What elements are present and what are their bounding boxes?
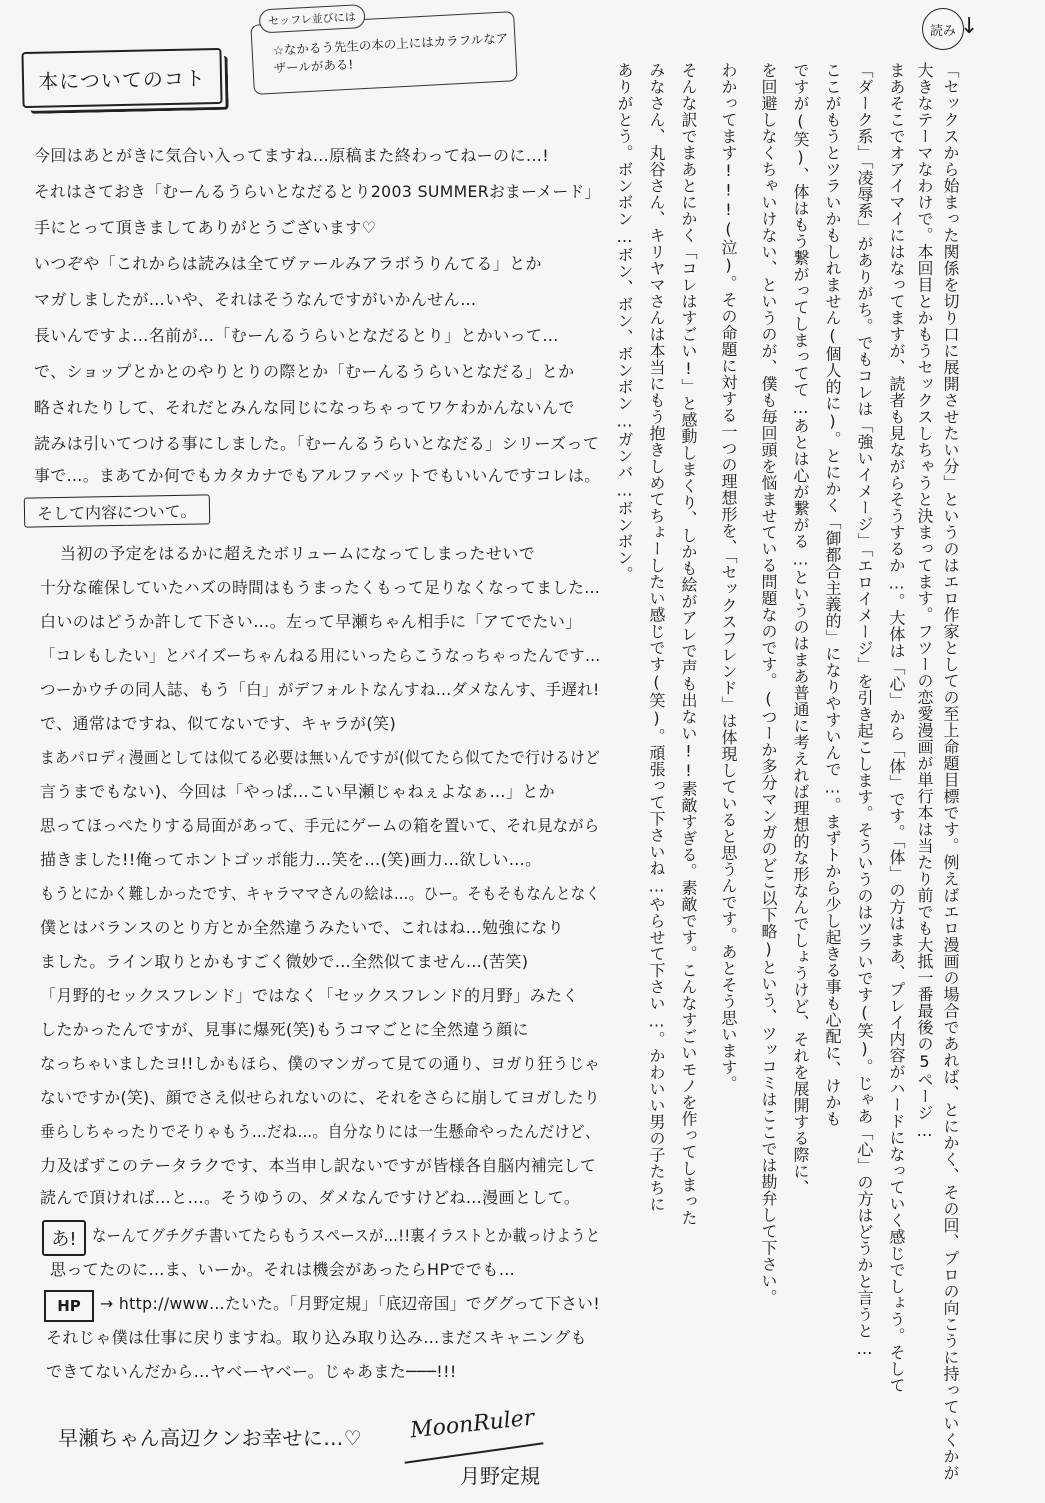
vertical-column-2: 大きなテーマなわけで。本回目とかもうセックスしちゃうと決まってます。フツーの恋愛漫画が単行本は当たり前でも大抵一番最後の5ページ… xyxy=(915,62,934,1141)
intro-line-8: 略されたりして、それだとみんな同じになっちゃってワケわかんないんで xyxy=(34,398,575,417)
ps-line-1: なーんてグチグチ書いてたらもうスペースが…!!裏イラストとか載っけようと xyxy=(92,1226,601,1245)
body-line-18: 垂らしちゃったりでそりゃもう…だね…。自分なりには一生懸命やったんだけど、 xyxy=(40,1122,601,1141)
arrow-down-icon: ↓ xyxy=(960,14,979,39)
body-line-11: もうとにかく難しかったです、キャラママさんの絵は…。ひー。そもそもなんとなく xyxy=(40,884,601,903)
section-content-heading xyxy=(24,494,210,527)
body-line-9: 思ってほっぺたりする局面があって、手元にゲームの箱を置いて、それ見ながら xyxy=(40,816,600,835)
signature-japanese: 月野定規 xyxy=(460,1464,540,1488)
intro-line-10: 事で…。まあてか何でもカタカナでもアルファベットでもいいんですコレは。 xyxy=(34,466,601,485)
intro-line-5: マガしましたが…いや、それはそうなんですがいかんせん… xyxy=(34,290,477,309)
note-bubble xyxy=(250,11,517,95)
intro-line-4: いつぞや「これからは読みは全てヴァールみアラボうりんてる」とか xyxy=(34,254,542,273)
body-line-3: 白いのはどうか許して下さい…。左って早瀬ちゃん相手に「アてでたい」 xyxy=(40,612,582,631)
body-line-6: で、通常はですね、似てないです、キャラが(笑) xyxy=(40,714,397,733)
vertical-column-8: わかってます!!!(泣)。その命題に対する一つの理想形を、「セックスフレンド」は体現していると思うんです。あとそう思います。 xyxy=(719,62,738,1092)
body-line-1: 当初の予定をはるかに超えたボリュームになってしまったせいで xyxy=(60,544,536,563)
vertical-column-1: 「セックスから始まった関係を切り口に展開させたい分」というのはエロ作家としての至上命題目標です。例えばエロ漫画の場合であれば、とにかく、その回、プロの向こうに持っていくかが xyxy=(941,62,960,1481)
ps-line-5: できてないんだから…ヤベーヤベー。じゃあまた───!!! xyxy=(46,1362,457,1381)
closing-line: 早瀬ちゃん高辺クンお幸せに…♡ xyxy=(58,1426,362,1450)
body-line-14: 「月野的セックスフレンド」ではなく「セックスフレンド的月野」みたく xyxy=(40,986,579,1005)
page-title xyxy=(21,48,222,108)
read-circle-label xyxy=(922,8,964,50)
intro-line-3: 手にとって頂きましてありがとうございます♡ xyxy=(34,218,377,237)
intro-line-6: 長いんですよ…名前が…「むーんるうらいとなだるとり」とかいって… xyxy=(34,326,559,345)
body-line-8: 言うまでもない)、今回は「やっぱ…こい早瀬じゃねぇよなぁ…」とか xyxy=(40,782,556,801)
body-line-2: 十分な確保していたハズの時間はもうまったくもって足りなくなってました… xyxy=(40,578,601,597)
body-line-17: ないですか(笑)、顔でさえ似せられないのに、それをさらに崩してヨガしたり xyxy=(40,1088,601,1107)
vertical-column-11: ありがとう。ボンボン…ボン、ボン、ボンボン…ガンバ…ボンボン。 xyxy=(615,62,634,583)
body-line-15: したかったんですが、見事に爆死(笑)もうコマごとに全然違う顔に xyxy=(40,1020,529,1039)
signature-english: MoonRuler xyxy=(409,1405,536,1444)
read-label: 読み xyxy=(929,23,956,39)
ps-line-3: → http://www…たいた。「月野定規」「底辺帝国」でググって下さい! xyxy=(100,1294,600,1313)
body-line-20: 読んで頂ければ…と…。そうゆうの、ダメなんですけどね…漫画として。 xyxy=(40,1188,581,1207)
body-line-7: まあパロディ漫画としては似てる必要は無いんですが(似てたら似てたで行けるけど xyxy=(40,748,601,767)
vertical-column-7: を回避しなくちゃいけない、というのが、僕も毎回頭を悩ませている問題なのです。(つーか多分マンガのどこ以下略)という、ツッコミはここでは勘弁して下さい。 xyxy=(759,62,778,1306)
vertical-column-3: まあそこでオアイマイにはなってますが、読者も見ながらそうするか…。大体は「心」から「体」です。「体」の方はまあ、プレイ内容がハードになっていく感じでしょう。そして xyxy=(887,62,906,1394)
vertical-column-9: そんな訳でまあとにかく「コレはすごい!」と感動しまくり、しかも絵がアレで声も出ない!!素敵すぎる。素敵です。こんなすごいモノを作ってしまった xyxy=(679,62,698,1226)
body-line-5: つーかウチの同人誌、もう「白」がデフォルトなんすね…ダメなんす、手遅れ! xyxy=(40,680,600,699)
body-line-12: 僕とはバランスのとり方とか全然違うみたいで、これはね…勉強になり xyxy=(40,918,565,937)
ps-label: あ! xyxy=(51,1229,77,1250)
body-line-10: 描きました!!俺ってホントゴッポ能力…笑を…(笑)画力…欲しい…。 xyxy=(40,850,542,869)
body-line-19: 力及ばずこのテータラクです、本当申し訳ないですが皆様各自脳内補完して xyxy=(40,1156,597,1175)
hp-label: HP xyxy=(57,1297,81,1315)
hp-label-box xyxy=(44,1290,94,1322)
section-content-heading-text: そして内容について。 xyxy=(36,501,197,523)
intro-line-1: 今回はあとがきに気合い入ってますね…原稿また終わってねーのに…! xyxy=(34,146,550,165)
vertical-column-4: 「ダーク系」「凌辱系」がありがち。でもコレは「強いイメージ」「エロイメージ」を引き起こします。そういうのはツラいです(笑)。じゃあ「心」の方はどうかと言うと… xyxy=(855,62,874,1359)
ps-line-2: 思ってたのに…ま、いーか。それは機会があったらHPででも… xyxy=(50,1260,516,1279)
note-label: セッフレ並びには xyxy=(259,4,366,33)
page-title-text: 本についてのコト xyxy=(37,65,207,94)
vertical-column-5: ここがもうとツラいかもしれません(個人的に)。とにかく「御都合主義的」になりやすいんで…。まずトから少し起きる事も心配に、けかも xyxy=(823,62,842,1127)
vertical-column-10: みなさん、丸谷さん、キリヤマさんは本当にもう抱きしめてちょーしたい感じです(笑)。頑張って下さいね…やらせて下さい…。かわいい男の子たちに xyxy=(647,62,666,1213)
body-line-16: なっちゃいましたヨ!!しかもほら、僕のマンガって見ての通り、ヨガり狂うじゃ xyxy=(40,1054,600,1073)
vertical-column-6: ですが(笑)、体はもう繋がってしまってて…あとは心が繋がる…というのはまあ普通に考えれば理想的な形なんでしょうけど、それを展開する際に、 xyxy=(791,62,810,1196)
intro-line-2: それはさておき「むーんるうらいとなだるとり2003 SUMMERおまーメード」 xyxy=(34,182,601,201)
intro-line-9: 読みは引いてつける事にしました。「むーんるうらいとなだる」シリーズって xyxy=(34,434,600,453)
body-line-4: 「コレもしたい」とバイズーちゃんねる用にいったらこうなっちゃったんです… xyxy=(40,646,601,665)
note-line-1: ☆なかるう先生の本の上にはカラフルなアザールがある! xyxy=(272,30,509,76)
intro-line-7: で、ショップとかとのやりとりの際とか「むーんるうらいとなだる」とか xyxy=(34,362,575,381)
ps-line-4: それじゃ僕は仕事に戻りますね。取り込み取り込み…まだスキャニングも xyxy=(46,1328,587,1347)
body-line-13: ました。ライン取りとかもすごく微妙で…全然似てません…(苦笑) xyxy=(40,952,529,971)
ps-label-box xyxy=(42,1220,86,1256)
